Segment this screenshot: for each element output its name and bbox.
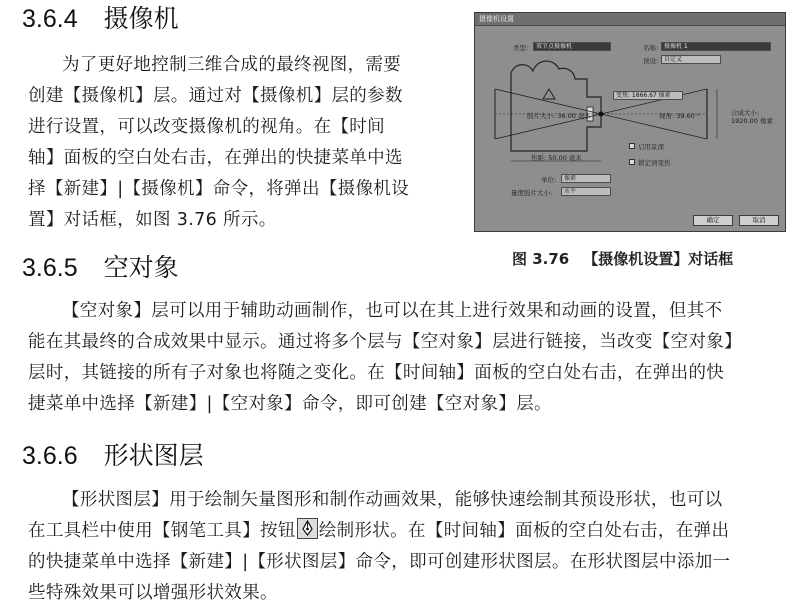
preset-select[interactable]: 自定义 <box>661 55 721 64</box>
section-heading-shape-layer <box>22 441 204 471</box>
section-number: 3.6.5 <box>22 254 78 282</box>
section-title: 摄像机 <box>103 4 179 33</box>
paragraph-line: 的快捷菜单中选择【新建】|【形状图层】命令，即可创建形状图层。在形状图层中添加一 <box>28 552 731 572</box>
type-select[interactable]: 双节点摄像机 <box>533 42 611 51</box>
measure-film-select[interactable]: 水平 <box>561 187 611 196</box>
paragraph-line: 进行设置，可以改变摄像机的视角。在【时间 <box>28 117 385 137</box>
dialog-title: 摄像机设置 <box>479 15 514 23</box>
paragraph-line: 创建【摄像机】层。通过对【摄像机】层的参数 <box>28 86 403 106</box>
view-angle-readout: 视角: 39.60 ° <box>659 112 701 120</box>
section-number: 3.6.4 <box>22 5 78 33</box>
paragraph-line: 【形状图层】用于绘制矢量图形和制作动画效果，能够快速绘制其预设形状，也可以 <box>62 490 723 510</box>
section-number: 3.6.6 <box>22 442 78 470</box>
paragraph-line: 些特殊效果可以增强形状效果。 <box>28 583 278 603</box>
section-heading-camera <box>22 4 179 34</box>
name-label: 名称: <box>643 44 659 52</box>
section-title: 空对象 <box>103 253 179 282</box>
paragraph-line: 为了更好地控制三维合成的最终视图，需要 <box>62 55 402 75</box>
figure-number: 图 3.76 <box>512 250 570 268</box>
paragraph-line-with-icon <box>28 516 729 546</box>
preset-label: 预设: <box>643 57 659 65</box>
paragraph-line: 捷菜单中选择【新建】|【空对象】命令，即可创建【空对象】层。 <box>28 394 552 414</box>
paragraph-line: 【空对象】层可以用于辅助动画制作，也可以在其上进行效果和动画的设置，但其不 <box>62 301 723 321</box>
cancel-button[interactable]: 取消 <box>739 215 779 226</box>
measure-film-label: 量度胶片大小: <box>511 189 553 197</box>
camera-body-outline <box>511 61 601 151</box>
lock-to-zoom-checkbox[interactable] <box>629 159 635 165</box>
name-field[interactable]: 摄像机 1 <box>661 42 771 51</box>
enable-dof-checkbox[interactable] <box>629 143 635 149</box>
units-select[interactable]: 像素 <box>561 174 611 183</box>
figure-caption <box>512 248 733 269</box>
type-label: 类型: <box>513 44 529 52</box>
units-label: 单位: <box>541 176 557 184</box>
figure-caption-text: 【摄像机设置】对话框 <box>583 250 734 268</box>
paragraph-line: 置】对话框，如图 3.76 所示。 <box>28 210 277 230</box>
camera-settings-dialog-figure <box>474 12 786 232</box>
camera-viewfinder-mark <box>543 89 555 99</box>
comp-size-readout: 合成大小: 1920.00 像素 <box>731 109 773 125</box>
zoom-field[interactable]: 变焦: 1866.67 像素 <box>613 91 683 100</box>
paragraph-line: 择【新建】|【摄像机】命令，将弹出【摄像机设 <box>28 179 410 199</box>
lens-point <box>599 112 604 117</box>
ok-button[interactable]: 确定 <box>693 215 733 226</box>
paragraph-line-part: 绘制形状。在【时间轴】面板的空白处右击，在弹出 <box>318 521 730 541</box>
paragraph-line: 能在其最终的合成效果中显示。通过将多个层与【空对象】层进行链接，当改变【空对象】 <box>28 332 742 352</box>
paragraph-line: 轴】面板的空白处右击，在弹出的快捷菜单中选 <box>28 148 403 168</box>
dialog-titlebar <box>475 13 785 26</box>
paragraph-line-part: 在工具栏中使用【钢笔工具】按钮 <box>28 521 296 541</box>
film-size-readout: 胶片大小: 36.00 毫米 <box>527 112 591 120</box>
section-heading-null-object <box>22 253 179 283</box>
section-title: 形状图层 <box>103 441 204 470</box>
paragraph-line: 层时，其链接的所有子对象也将随之变化。在【时间轴】面板的空白处右击，在弹出的快 <box>28 363 725 383</box>
focal-length-readout: 焦距: 50.00 毫米 <box>531 154 582 162</box>
pen-tool-icon <box>297 518 318 539</box>
enable-dof-label: 启用景深 <box>638 143 664 151</box>
lock-to-zoom-label: 锁定到变焦 <box>638 159 671 167</box>
